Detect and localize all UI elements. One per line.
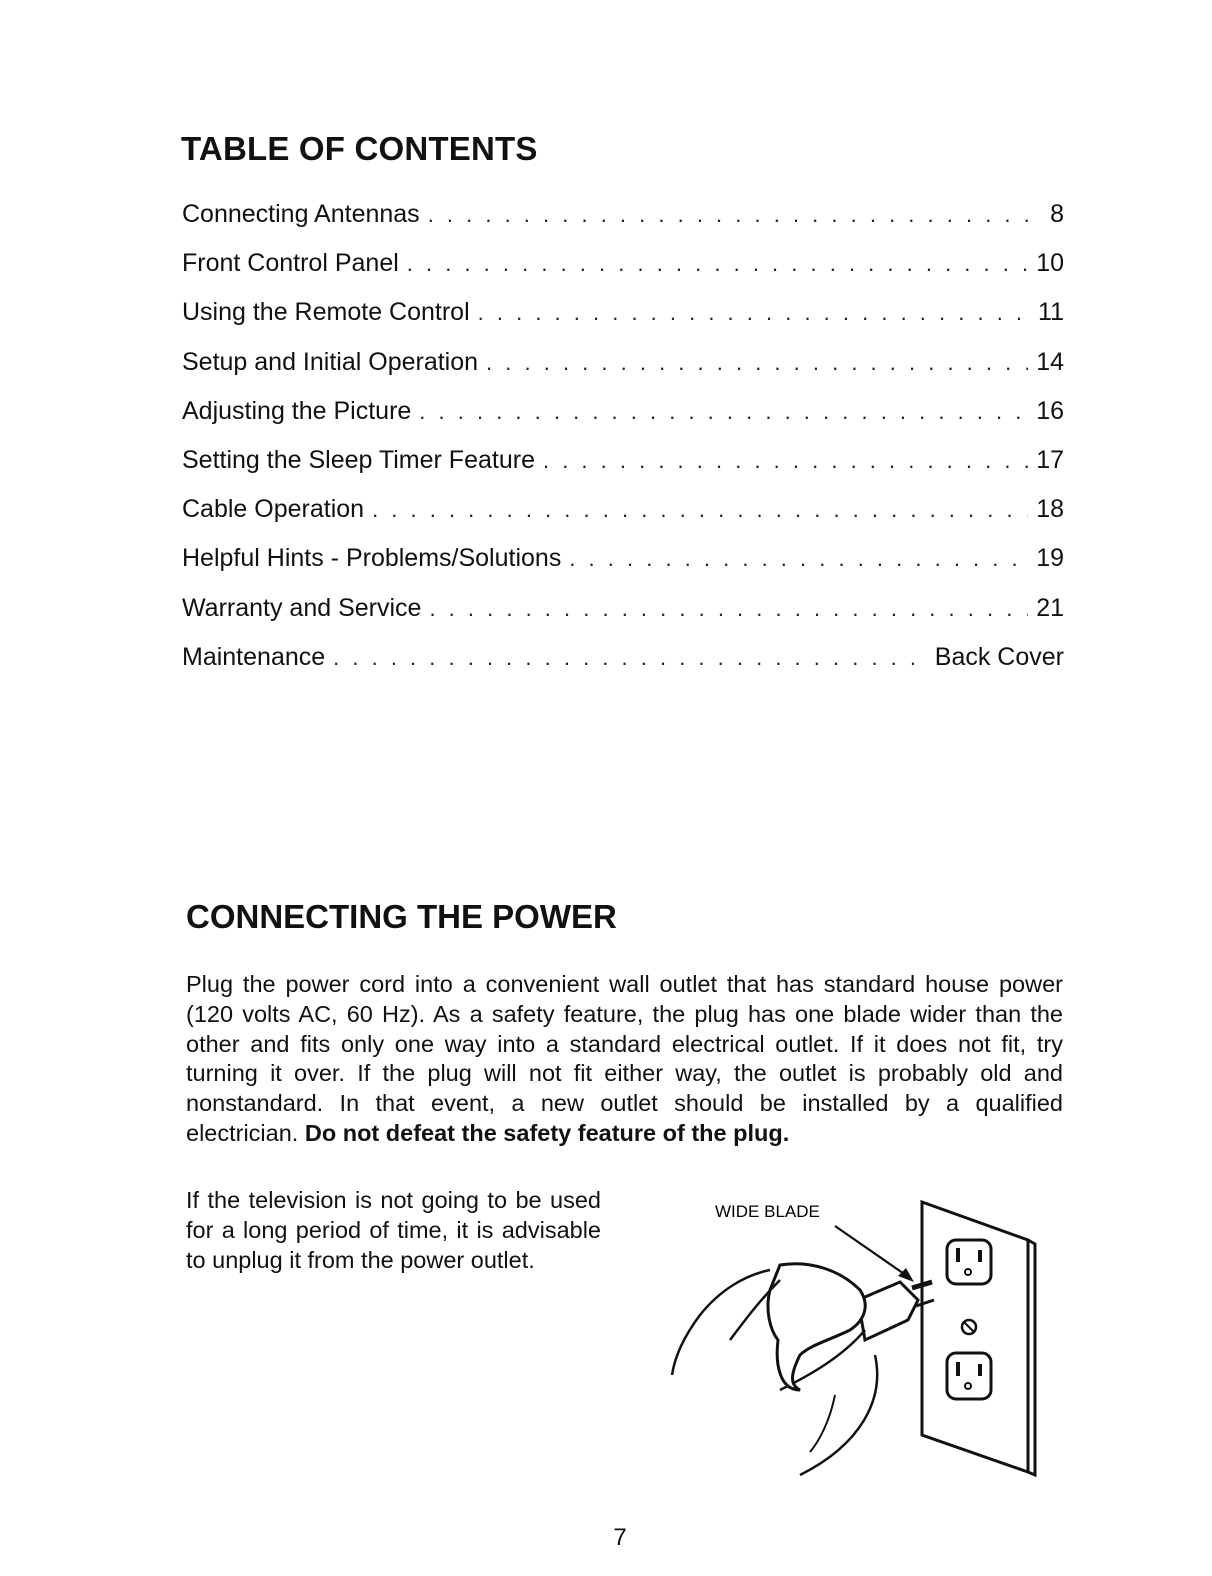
toc-entry-page: 18 (1036, 495, 1064, 524)
toc-list (182, 200, 1064, 692)
toc-entry (182, 544, 1064, 593)
toc-leader-dots (486, 350, 1028, 376)
lower-receptacle (947, 1353, 991, 1399)
toc-entry-page: 10 (1036, 249, 1064, 278)
toc-entry-page: 21 (1036, 593, 1064, 622)
toc-entry-page: 19 (1036, 544, 1064, 573)
toc-leader-dots (333, 645, 927, 671)
toc-entry-label: Setup and Initial Operation (182, 347, 479, 376)
toc-leader-dots (419, 399, 1028, 425)
lower-receptacle-slot (956, 1362, 960, 1376)
plug-body (858, 1282, 918, 1340)
toc-entry-page: Back Cover (934, 642, 1064, 671)
toc-entry-label: Helpful Hints - Problems/Solutions (182, 544, 562, 573)
toc-entry-page: 17 (1036, 445, 1064, 474)
toc-leader-dots (372, 497, 1028, 523)
toc-leader-dots (478, 300, 1030, 326)
toc-entry-label: Maintenance (182, 642, 326, 671)
upper-receptacle-slot (978, 1250, 982, 1262)
toc-entry-page: 8 (1050, 200, 1064, 228)
wrist-line (810, 1395, 835, 1452)
toc-entry (182, 200, 1064, 249)
toc-leader-dots (543, 448, 1028, 474)
toc-entry-label: Connecting Antennas (182, 200, 420, 228)
toc-entry (182, 446, 1064, 495)
toc-entry (182, 397, 1064, 446)
toc-entry (182, 249, 1064, 298)
toc-entry-label: Adjusting the Picture (182, 396, 412, 425)
toc-entry-label: Cable Operation (182, 495, 365, 524)
section-title: CONNECTING THE POWER (186, 898, 617, 935)
toc-entry-page: 14 (1036, 347, 1064, 376)
hand-finger (672, 1270, 770, 1375)
toc-entry-page: 11 (1038, 298, 1064, 327)
toc-entry-label: Using the Remote Control (182, 298, 470, 327)
toc-leader-dots (569, 546, 1028, 572)
toc-entry-label: Setting the Sleep Timer Feature (182, 445, 535, 474)
toc-entry (182, 643, 1064, 692)
wide-blade-label: WIDE BLADE (715, 1202, 820, 1221)
toc-leader-dots (407, 251, 1028, 277)
safety-warning: Do not defeat the safety feature of the plug. (304, 1119, 790, 1146)
page-number: 7 (613, 1524, 627, 1551)
upper-receptacle (947, 1240, 991, 1284)
toc-entry (182, 594, 1064, 643)
lower-receptacle-slot (978, 1364, 982, 1376)
plug-into-outlet-icon (660, 1190, 1060, 1490)
toc-entry-label: Warranty and Service (182, 593, 422, 622)
toc-entry-page: 16 (1036, 396, 1064, 425)
wide-blade-pointer (835, 1226, 910, 1278)
toc-title: TABLE OF CONTENTS (181, 130, 538, 167)
toc-entry-label: Front Control Panel (182, 249, 399, 278)
toc-entry (182, 298, 1064, 347)
unplug-advice-paragraph: If the television is not going to be used for a long period of time, it is advisable to unplug it from the power outlet. (186, 1187, 601, 1273)
upper-receptacle-slot (956, 1248, 960, 1262)
toc-leader-dots (429, 596, 1028, 622)
toc-entry (182, 495, 1064, 544)
power-instructions-paragraph (186, 970, 1063, 1149)
toc-leader-dots (428, 202, 1042, 228)
toc-entry (182, 348, 1064, 397)
power-instructions-text: Plug the power cord into a convenient wall outlet that has standard house power (120 volts AC, 60 Hz). As a safety feature, the plug has one blade wider than the other and fits only one way into a standard electrical outlet. If it does not fit, try turning it over. If the plug will not fit either way, the outlet is probably old and nonstandard. In that event, a new outlet should be installed by a qualified electrician. (186, 971, 1063, 1146)
